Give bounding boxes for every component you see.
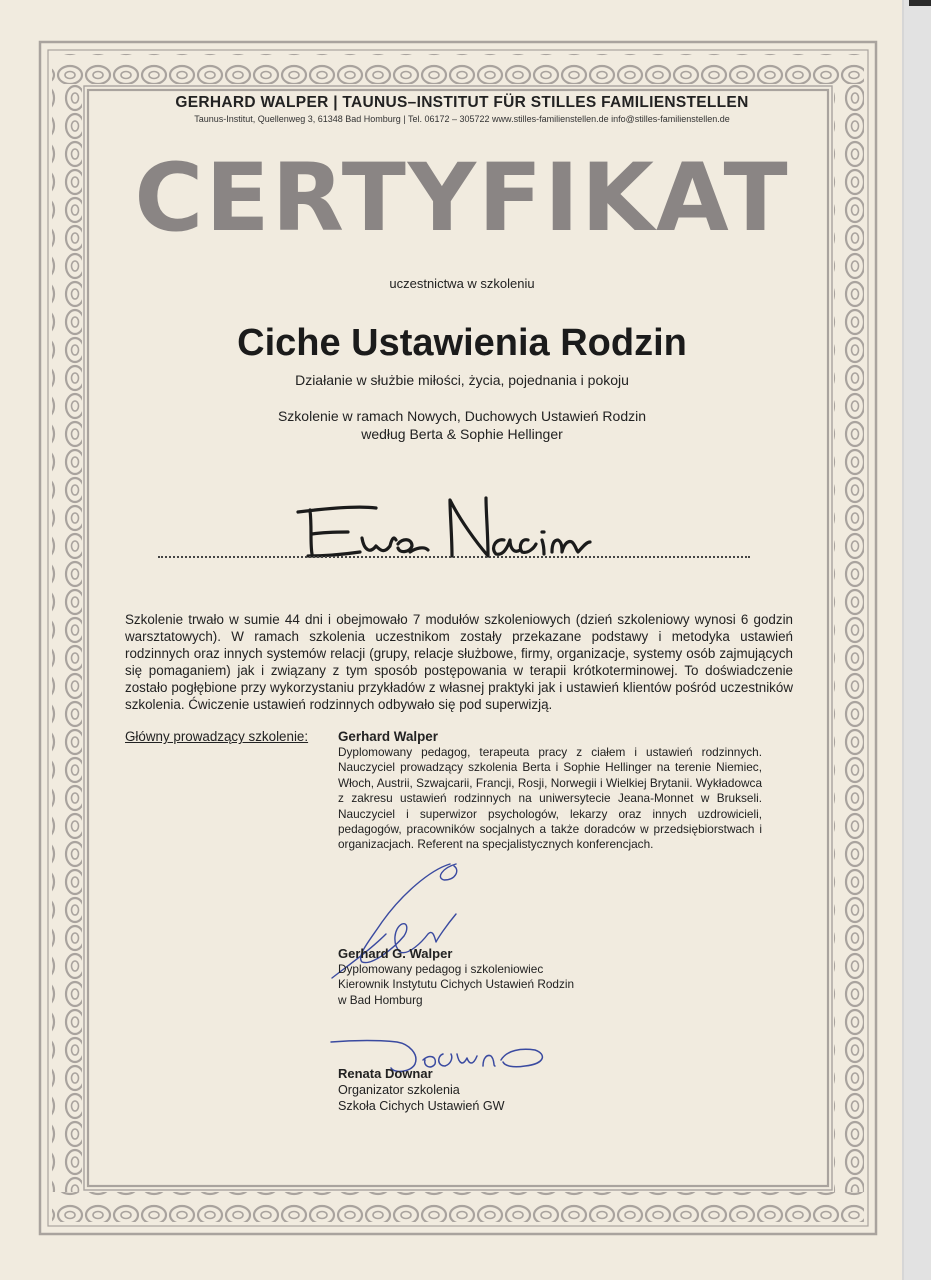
lead-trainer-name: Gerhard Walper [338,729,438,744]
signatory2-details [338,1082,505,1114]
signatory1-line-3: w Bad Homburg [338,992,423,1007]
participant-name-signature [290,490,620,570]
signatory1-details [338,962,574,1008]
course-line-2: według Berta & Sophie Hellinger [361,426,563,442]
institute-contact: Taunus-Institut, Quellenweg 3, 61348 Bad Homburg | Tel. 06172 – 305722 www.stilles-familienstellen.de info@stilles-familienstellen.de [194,114,730,124]
course-title: Ciche Ustawienia Rodzin [237,322,687,364]
institute-name: GERHARD WALPER | TAUNUS–INSTITUT FÜR STILLES FAMILIENSTELLEN [175,94,749,111]
institute-header [100,94,824,124]
signatory2-line-2: Szkoła Cichych Ustawień GW [338,1099,505,1113]
course-description [100,407,824,443]
signatory2-name: Renata Downar [338,1066,433,1081]
signature-line [158,556,750,558]
certificate-subtitle: uczestnictwa w szkoleniu [389,276,535,291]
signatory1-line-2: Kierownik Instytutu Cichych Ustawień Rodzin [338,977,575,992]
signatory1-name: Gerhard G. Walper [338,946,453,961]
course-body-text: Szkolenie trwało w sumie 44 dni i obejmowało 7 modułów szkoleniowych (dzień szkoleniowy wynosi 6 godzin warsztatowych). W ramach szkolenia uczestnikom zostały przekazane podstawy i metodyka ustawień rodzinnych oraz innych systemów relacji (grupy, relacje służbowe, firmy, organizacje, systemy osób zajmujących się pomaganiem) jak i związany z tym sposób postępowania w terapii krótkoterminowej. To doświadczenie zostało pogłębione przy wykorzystaniu przykładów z własnej praktyki jak i ustawień klientów pośród uczestników szkolenia. Ćwiczenie ustawień rodzinnych odbywało się pod superwizją. [125,612,793,712]
lead-trainer-description: Dyplomowany pedagog, terapeuta pracy z ciałem i ustawień rodzinnych. Nauczyciel prowadzący szkolenia Berta i Sophie Hellinger na terenie Niemiec, Włoch, Austrii, Szwajcarii, Francji, Rosji, Norwegii i Wielkiej Brytanii. Wykładowca z zakresu ustawień rodzinnych na uniwersytecie Jeana-Monnet w Brukseli. Nauczyciel i superwizor psychologów, lekarzy oraz innych uzdrowicieli, pedagogów, pracowników socjalnych a także doradców w przedsiębiorstwach i organizacjach. Referent na specjalistycznych konferencjach. [338,745,762,852]
course-motto: Działanie w służbie miłości, życia, pojednania i pokoju [295,372,629,388]
course-line-1: Szkolenie w ramach Nowych, Duchowych Ustawień Rodzin [277,408,647,424]
signatory2-line-1: Organizator szkolenia [338,1083,460,1097]
certificate-title: CERTYFIKAT [134,144,790,253]
lead-trainer-label: Główny prowadzący szkolenie: [125,729,309,744]
signatory1-line-1: Dyplomowany pedagog i szkoleniowiec [338,962,544,976]
scan-edge-strip [902,0,931,1280]
